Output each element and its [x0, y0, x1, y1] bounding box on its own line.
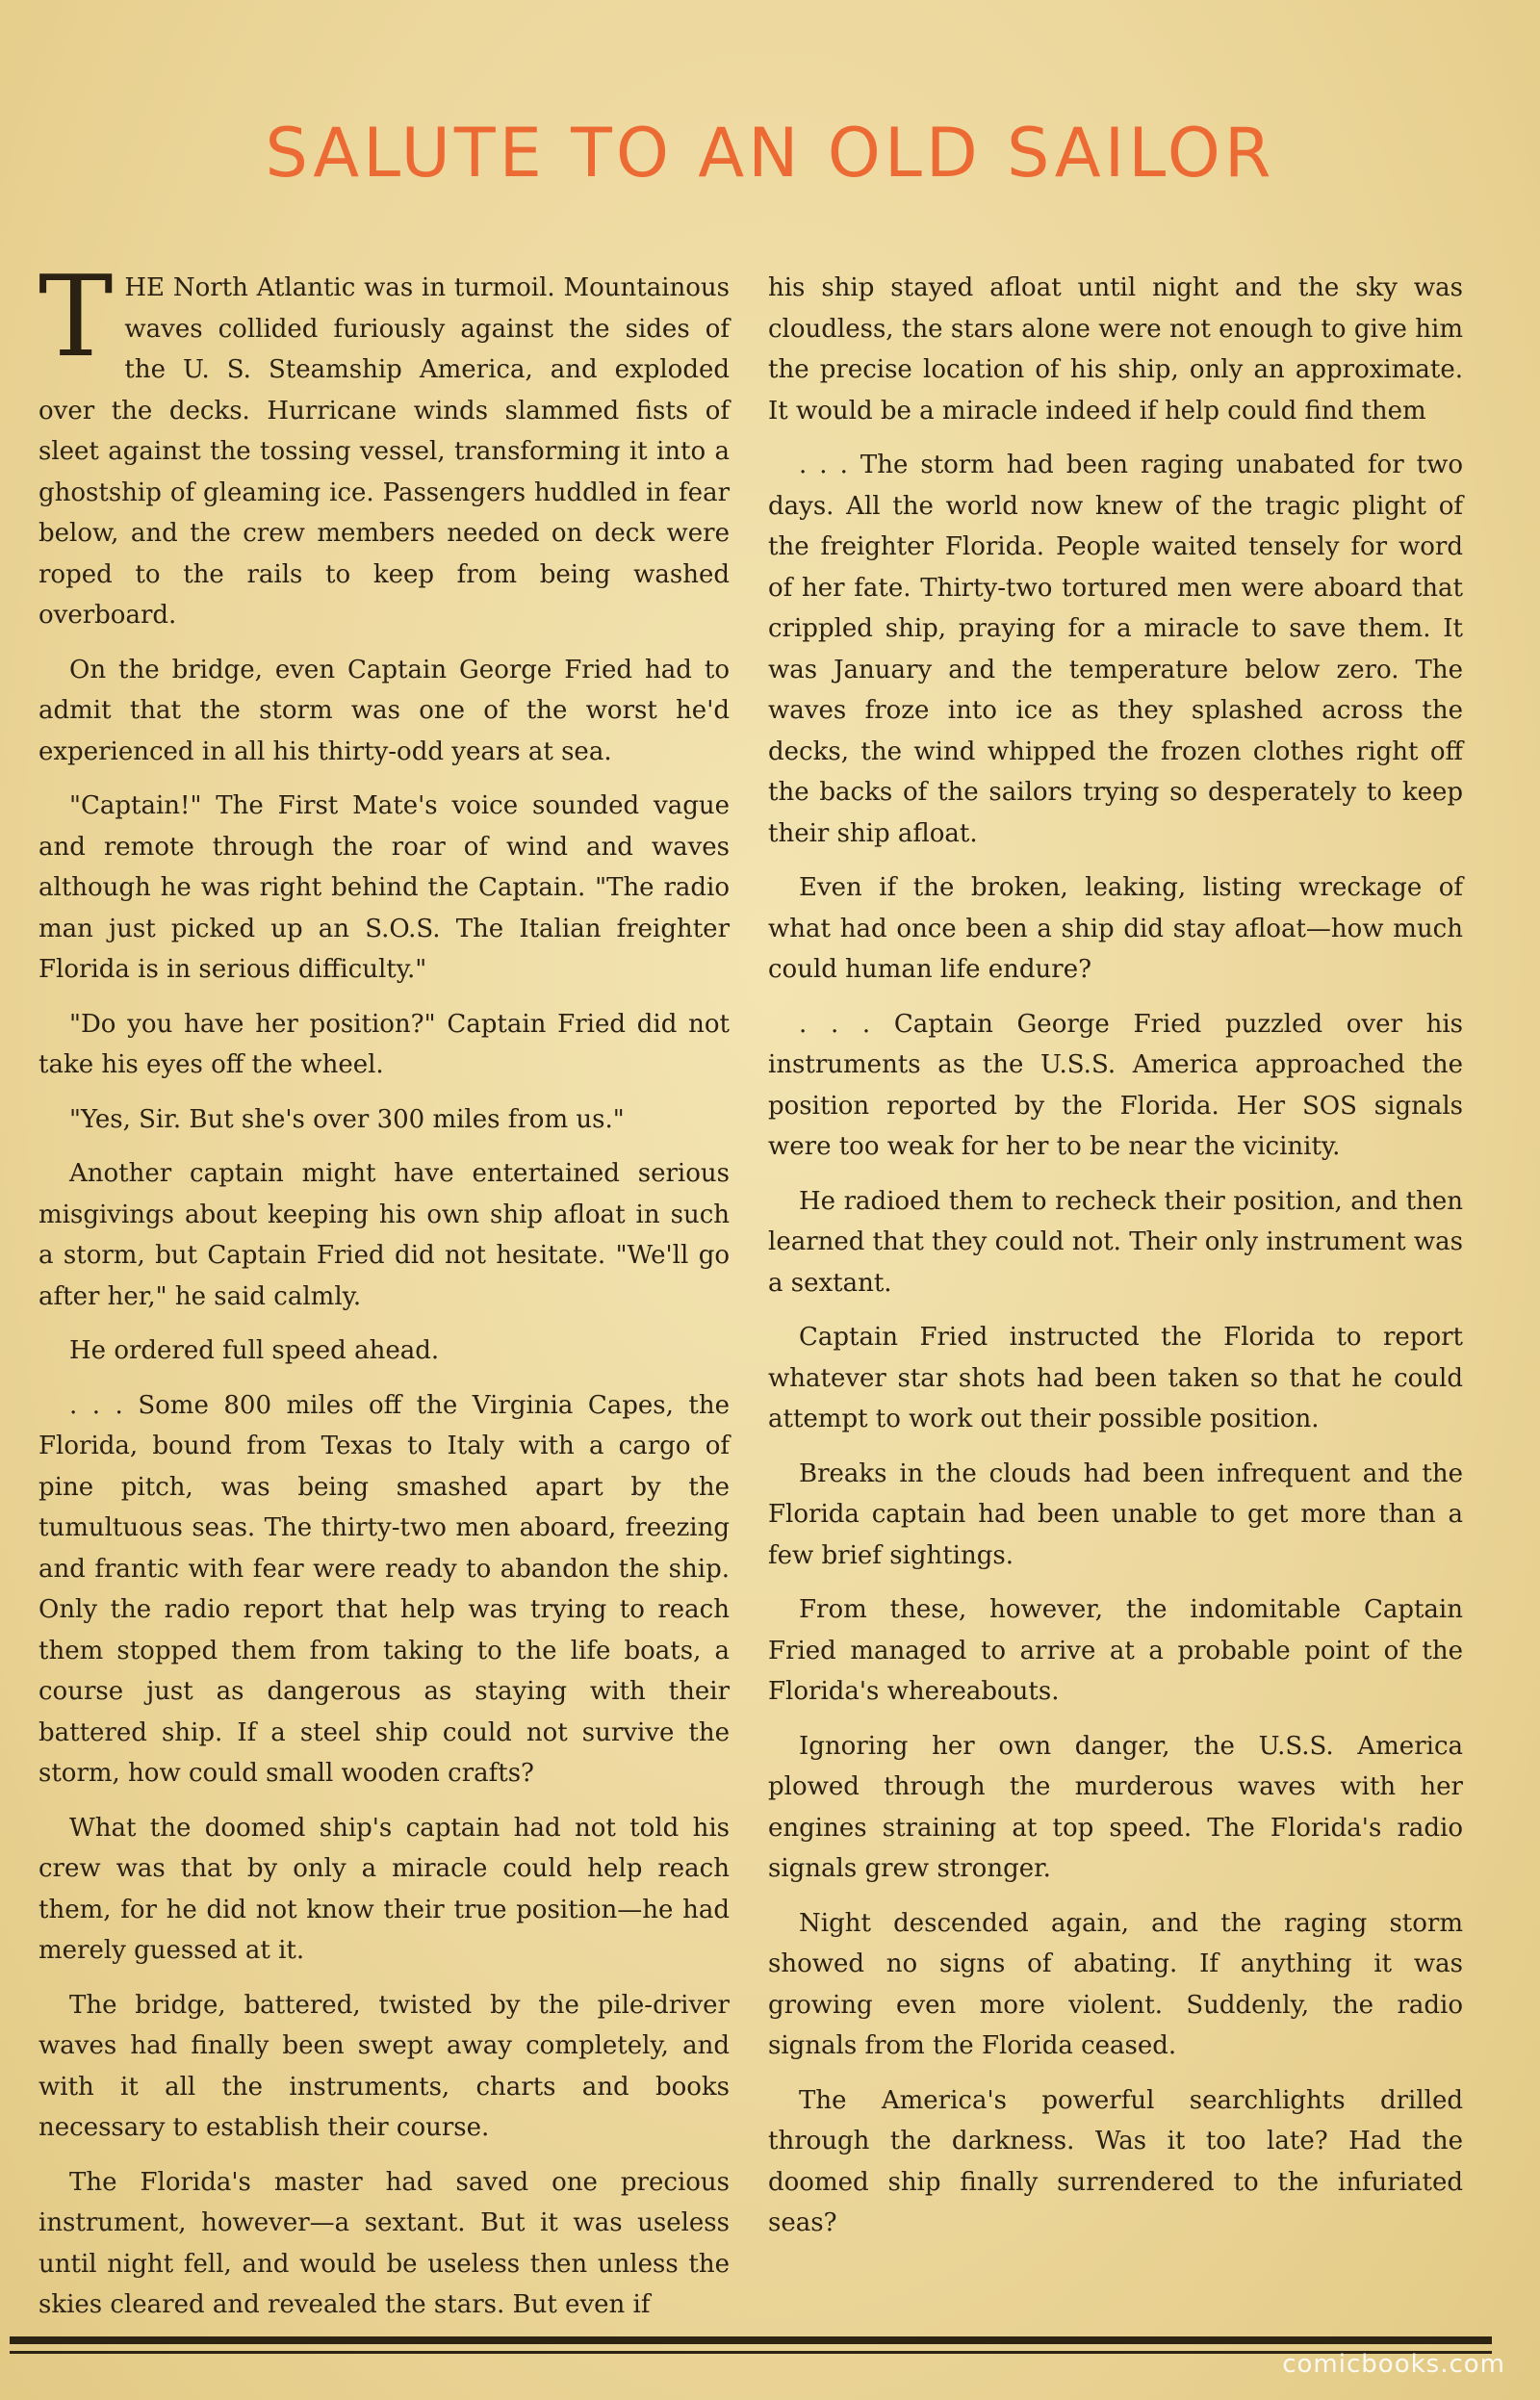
paragraph: Night descended again, and the raging storm showed no signs of abating. If anything it was growing even more violent. Suddenly, the radio signals from the Florida ceased.	[768, 1908, 1463, 2060]
paragraph: "Do you have her position?" Captain Fried did not take his eyes off the wheel.	[38, 1009, 730, 1079]
paragraph: He radioed them to recheck their position, and then learned that they could not. Their only instrument was a sextant.	[768, 1186, 1463, 1298]
paragraph: He ordered full speed ahead.	[69, 1336, 440, 1365]
paragraph: Another captain might have entertained serious misgivings about keeping his own ship afloat in such a storm, but Captain Fried did not hesitate. "We'll go after her," he said calmly.	[38, 1159, 730, 1311]
paragraph: The bridge, battered, twisted by the pile-driver waves had finally been swept away completely, and with it all the instruments, charts and books necessary to establish their course.	[38, 1990, 730, 2142]
paragraph: . . . Some 800 miles off the Virginia Capes, the Florida, bound from Texas to Italy with a cargo of pine pitch, was being smashed apart by the tumultuous seas. The thirty-two men aboard, freezing and frantic with fear were ready to abandon the ship. Only the radio report that help was trying to reach them stopped them from taking to the life boats, a course just as dangerous as staying with their battered ship. If a steel ship could not survive the storm, how could small wooden crafts?	[38, 1390, 730, 1788]
watermark: comicbooks.com	[1282, 2350, 1505, 2379]
bottom-rule-thin	[10, 2351, 1492, 2354]
paragraph: From these, however, the indomitable Captain Fried managed to arrive at a probable point of the Florida's whereabouts.	[768, 1595, 1463, 1706]
paragraph-continuation: his ship stayed afloat until night and the sky was cloudless, the stars alone were not enough to give him the precise location of his ship, only an approximate. It would be a miracle indeed if help could find them	[768, 273, 1463, 426]
paragraph: "Yes, Sir. But she's over 300 miles from us."	[69, 1104, 625, 1134]
bottom-rule-thick	[10, 2336, 1492, 2344]
paragraph	[38, 252, 730, 636]
paragraph: The America's powerful searchlights drilled through the darkness. Was it too late? Had the doomed ship finally surrendered to the infuriated seas?	[768, 2085, 1463, 2237]
left-column	[38, 252, 730, 2339]
paragraph: Ignoring her own danger, the U.S.S. America plowed through the murderous waves with her engines straining at top speed. The Florida's radio signals grew stronger.	[768, 1731, 1463, 1883]
paragraph: . . . The storm had been raging unabated for two days. All the world now knew of the tragic plight of the freighter Florida. People waited tensely for word of her fate. Thirty-two tortured men were aboard that crippled ship, praying for a miracle to save them. It was January and the temperature below zero. The waves froze into ice as they splashed across the decks, the wind whipped the frozen clothes right off the backs of the sailors trying so desperately to keep their ship afloat.	[768, 451, 1463, 848]
paragraph: . . . Captain George Fried puzzled over his instruments as the U.S.S. America approached the position reported by the Florida. Her SOS signals were too weak for her to be near the vicinity.	[768, 1009, 1463, 1161]
paragraph: "Captain!" The First Mate's voice sounded vague and remote through the roar of wind and waves although he was right behind the Captain. "The radio man just picked up an S.O.S. The Italian freighter Florida is in serious difficulty."	[38, 791, 730, 984]
paragraph-text: HE North Atlantic was in turmoil. Mountainous waves collided furiously against the sides of the U. S. Steamship America, and exploded over the decks. Hurricane winds slammed fists of sleet against the tossing vessel, transforming it into a ghostship of gleaming ice. Passengers huddled in fear below, and the crew members needed on deck were roped to the rails to keep from being washed overboard.	[38, 273, 730, 630]
paragraph: Even if the broken, leaking, listing wreckage of what had once been a ship did stay afloat—how much could human life endure?	[768, 873, 1463, 984]
paragraph: On the bridge, even Captain George Fried had to admit that the storm was one of the worst he'd experienced in all his thirty-odd years at sea.	[38, 655, 730, 766]
paragraph: Captain Fried instructed the Florida to report whatever star shots had been taken so that he could attempt to work out their possible position.	[768, 1323, 1463, 1433]
paragraph: Breaks in the clouds had been infrequent and the Florida captain had been unable to get more than a few brief sightings.	[768, 1458, 1463, 1570]
drop-cap: T	[38, 252, 114, 382]
paragraph: What the doomed ship's captain had not told his crew was that by only a miracle could help reach them, for he did not know their true position—he had merely guessed at it.	[38, 1813, 730, 1965]
page-title: SALUTE TO AN OLD SAILOR	[265, 114, 1275, 193]
paragraph: The Florida's master had saved one precious instrument, however—a sextant. But it was useless until night fell, and would be useless then unless the skies cleared and revealed the stars. But even if	[38, 2167, 730, 2319]
right-column	[768, 268, 1463, 2258]
